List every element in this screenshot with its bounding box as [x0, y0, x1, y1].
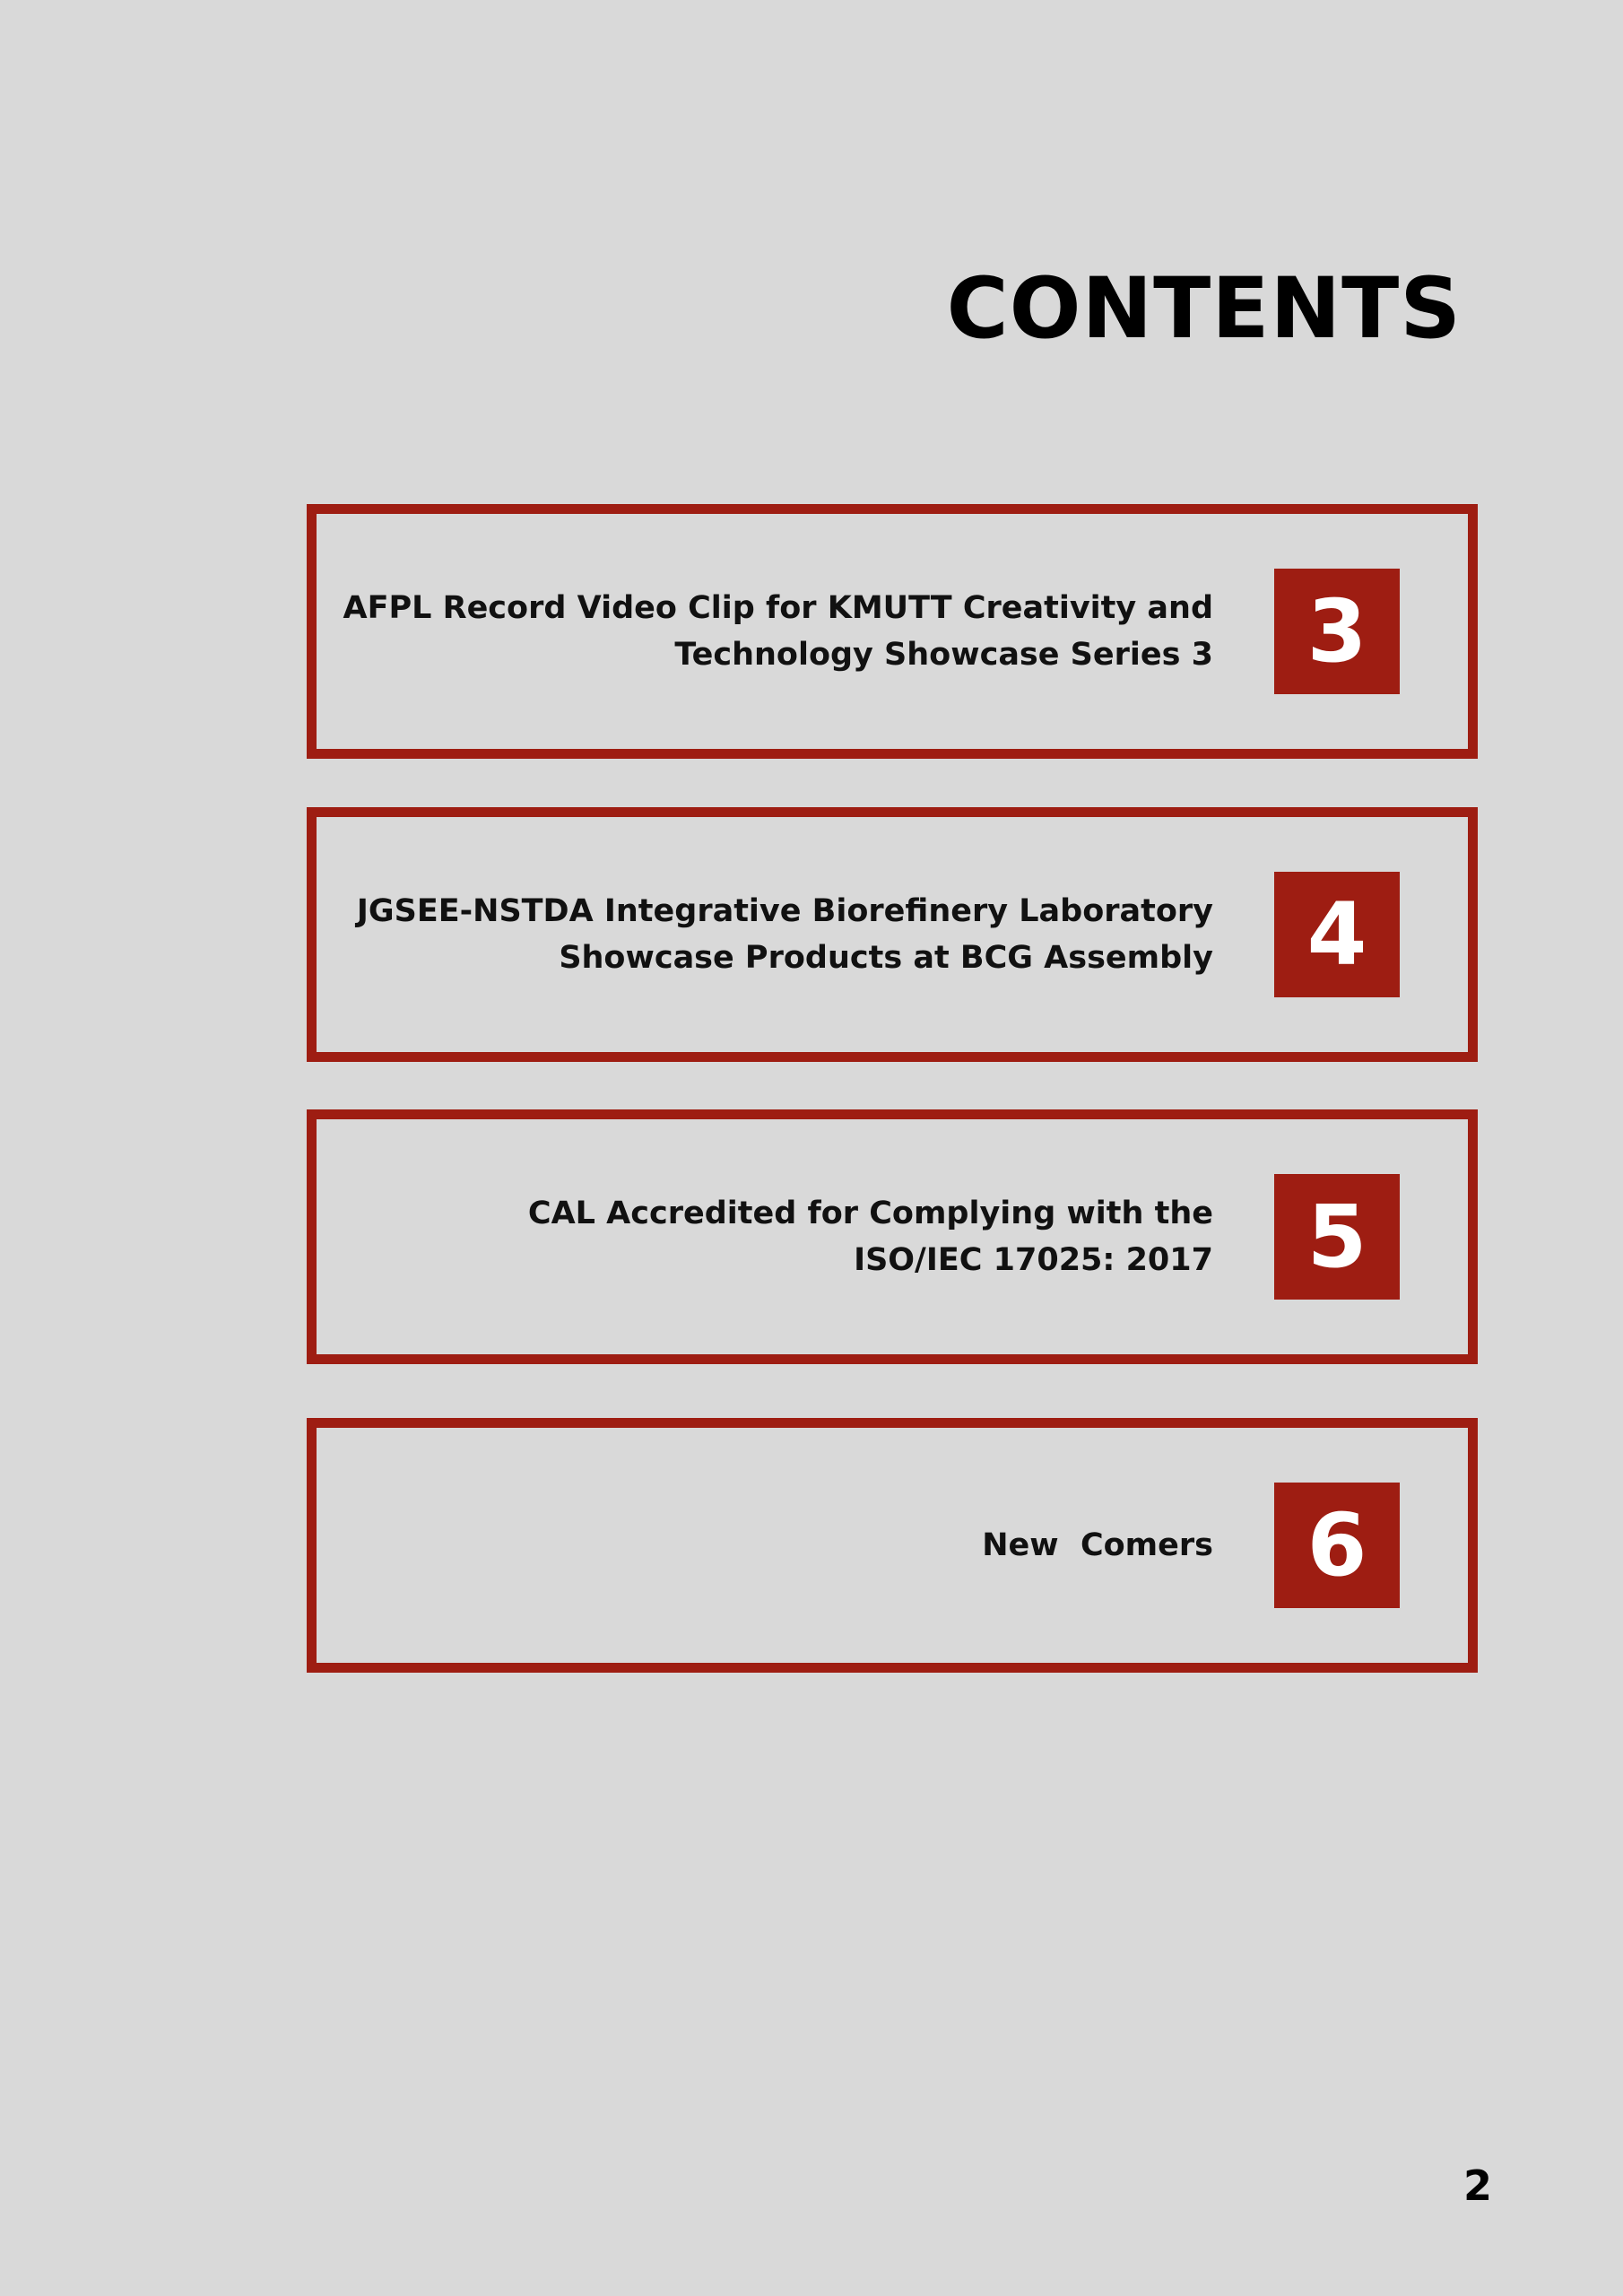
toc-entry-2[interactable]	[307, 807, 1478, 1062]
toc-entry-title-line: CAL Accredited for Complying with the	[527, 1196, 1213, 1231]
toc-entry-page-number: 4	[1274, 872, 1400, 997]
toc-entry-page-number: 6	[1274, 1483, 1400, 1608]
toc-entry-title-line: AFPL Record Video Clip for KMUTT Creativity and	[343, 590, 1213, 626]
toc-entry-title-line: New Comers	[982, 1527, 1213, 1563]
toc-entry-title	[334, 585, 1213, 678]
toc-entry-title-line: JGSEE-NSTDA Integrative Biorefinery Laboratory	[356, 893, 1213, 929]
toc-entry-page-number: 5	[1274, 1174, 1400, 1300]
toc-entry-3[interactable]	[307, 1109, 1478, 1364]
toc-entry-title-line: Technology Showcase Series 3	[674, 637, 1213, 673]
toc-entry-title	[334, 888, 1213, 981]
toc-entry-page-number: 3	[1274, 569, 1400, 694]
toc-entry-title-line: ISO/IEC 17025: 2017	[854, 1242, 1213, 1278]
toc-entry-title-line: Showcase Products at BCG Assembly	[559, 940, 1213, 976]
toc-entry-title	[334, 1190, 1213, 1283]
page-number: 2	[1462, 2161, 1492, 2210]
toc-entry-title	[334, 1522, 1213, 1569]
contents-heading: CONTENTS	[946, 260, 1462, 358]
toc-entry-4[interactable]	[307, 1418, 1478, 1673]
toc-entry-1[interactable]	[307, 504, 1478, 759]
